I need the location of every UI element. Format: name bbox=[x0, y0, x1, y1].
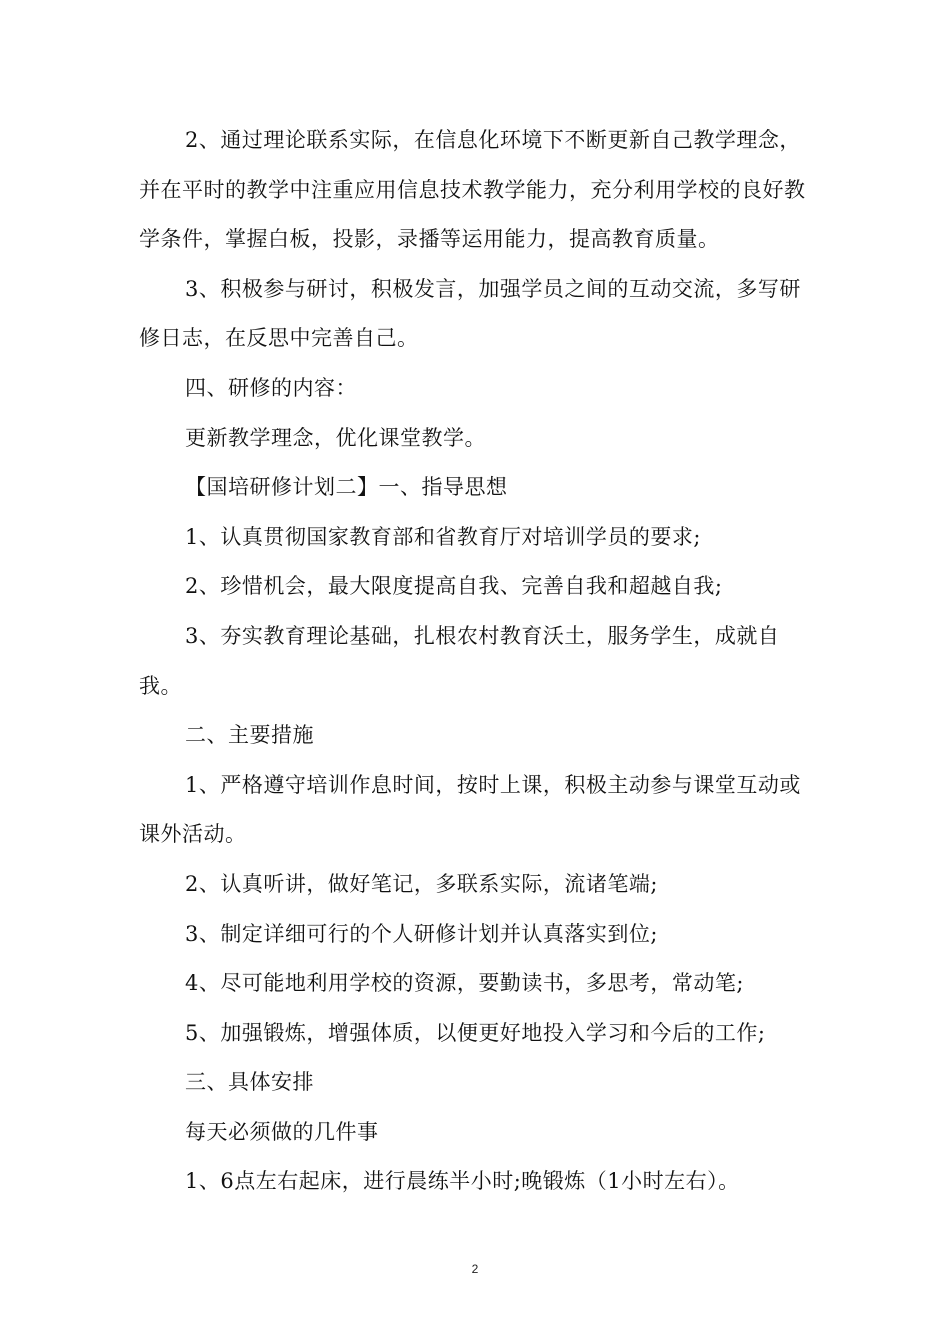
paragraph: 1、认真贯彻国家教育部和省教育厅对培训学员的要求; bbox=[185, 524, 701, 549]
paragraph: 4、尽可能地利用学校的资源，要勤读书，多思考，常动笔; bbox=[185, 971, 744, 996]
section-heading: 【国培研修计划二】一、指导思想 bbox=[185, 475, 508, 500]
page-number: 2 bbox=[471, 1262, 479, 1276]
paragraph: 2、通过理论联系实际，在信息化环境下不断更新自己教学理念，并在平时的教学中注重应用信息技术教学能力，充分利用学校的良好教学条件，掌握白板，投影，录播等运用能力，提高教育质量。 bbox=[139, 128, 806, 252]
paragraph: 2、珍惜机会，最大限度提高自我、完善自我和超越自我; bbox=[185, 574, 723, 599]
section-heading: 四、研修的内容： bbox=[185, 375, 357, 400]
paragraph: 3、积极参与研讨，积极发言，加强学员之间的互动交流，多写研修日志，在反思中完善自己。 bbox=[139, 276, 801, 351]
section-heading: 三、具体安排 bbox=[185, 1070, 314, 1095]
paragraph: 2、认真听讲，做好笔记，多联系实际，流诸笔端; bbox=[185, 871, 658, 896]
paragraph: 1、6点左右起床，进行晨练半小时;晚锻炼（1小时左右）。 bbox=[185, 1169, 740, 1194]
paragraph: 3、夯实教育理论基础，扎根农村教育沃土，服务学生，成就自我。 bbox=[139, 623, 780, 698]
paragraph: 3、制定详细可行的个人研修计划并认真落实到位; bbox=[185, 921, 658, 946]
paragraph: 5、加强锻炼，增强体质，以便更好地投入学习和今后的工作; bbox=[185, 1020, 766, 1045]
paragraph: 更新教学理念，优化课堂教学。 bbox=[185, 425, 486, 450]
paragraph: 每天必须做的几件事 bbox=[185, 1119, 379, 1144]
paragraph: 1、严格遵守培训作息时间，按时上课，积极主动参与课堂互动或课外活动。 bbox=[139, 772, 801, 847]
section-heading: 二、主要措施 bbox=[185, 723, 314, 748]
document-body bbox=[139, 116, 819, 1207]
